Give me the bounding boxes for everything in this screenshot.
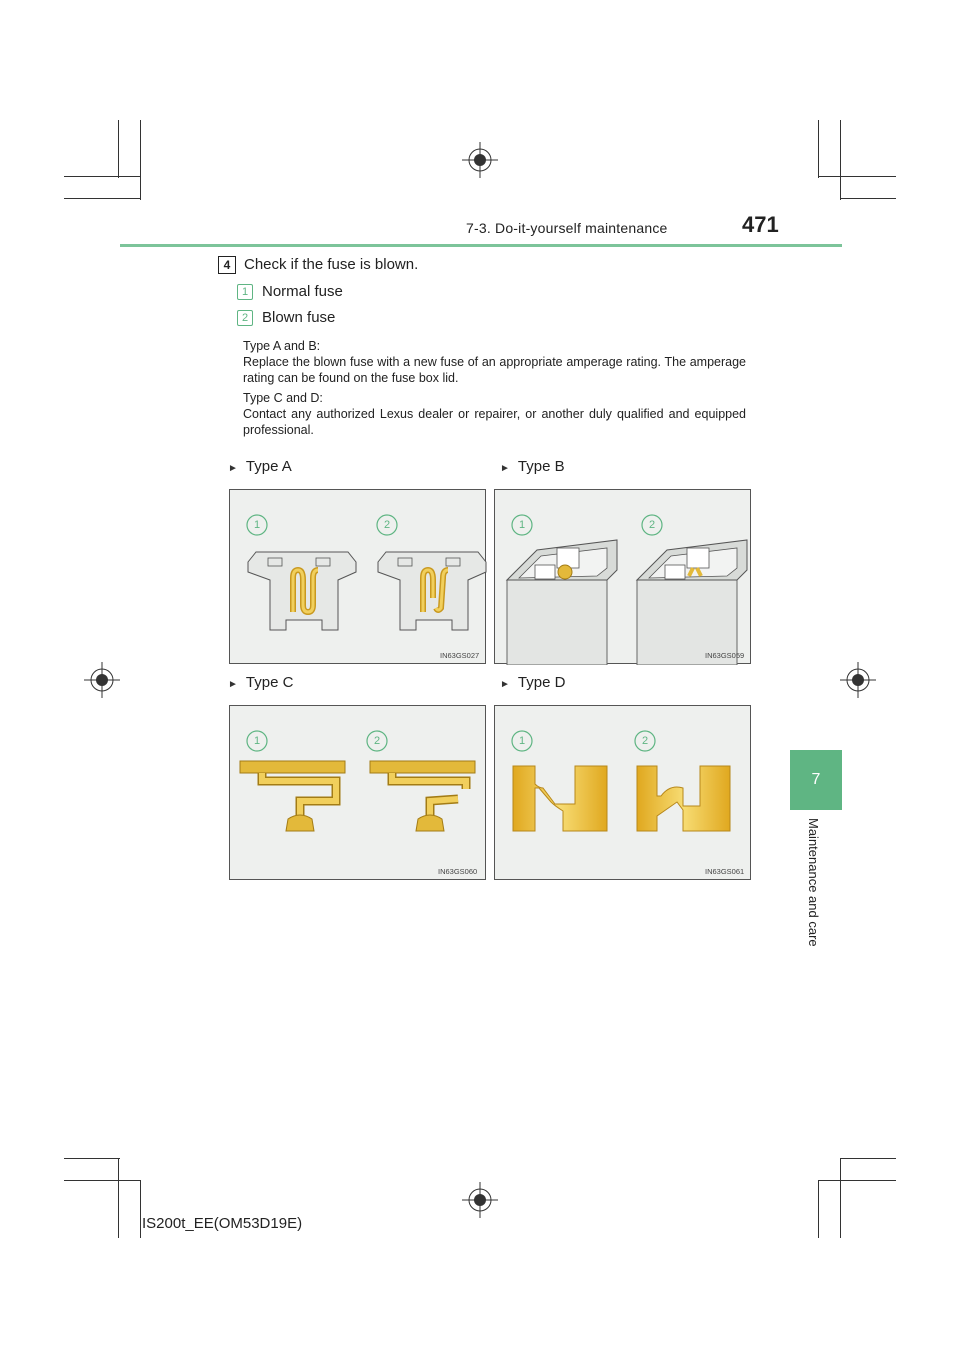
chapter-title-vertical xyxy=(795,818,835,968)
crop-mark xyxy=(818,1180,819,1238)
note-cd-text: Contact any authorized Lexus dealer or repairer, or another duly qualified and equipped professional. xyxy=(243,407,746,437)
step-number: 4 xyxy=(218,256,236,274)
fuse-type-c-illustration xyxy=(230,706,487,881)
document-code: IS200t_EE(OM53D19E) xyxy=(142,1215,303,1232)
figure-type-b xyxy=(494,489,751,664)
crop-mark xyxy=(64,198,140,199)
figure-number-1: 1 xyxy=(518,519,526,531)
section-title: 7-3. Do-it-yourself maintenance xyxy=(466,220,668,236)
triangle-icon: ► xyxy=(500,463,510,474)
type-d-label: ► Type D xyxy=(500,674,566,691)
crop-mark xyxy=(140,120,141,200)
item-label-normal-fuse: Normal fuse xyxy=(262,283,343,300)
crop-mark xyxy=(64,1180,140,1181)
fuse-type-d-illustration xyxy=(495,706,752,881)
note-ab xyxy=(243,338,746,386)
fuse-type-a-illustration xyxy=(230,490,487,665)
registration-mark xyxy=(462,1182,498,1218)
registration-mark xyxy=(840,662,876,698)
header-divider xyxy=(120,244,842,247)
figure-number-1: 1 xyxy=(518,735,526,747)
registration-mark xyxy=(84,662,120,698)
triangle-icon: ► xyxy=(228,679,238,690)
crop-mark xyxy=(118,120,119,178)
chapter-number: 7 xyxy=(811,771,821,788)
crop-mark xyxy=(818,120,819,178)
item-number-1: 1 xyxy=(237,284,253,300)
crop-mark xyxy=(818,176,896,177)
triangle-icon: ► xyxy=(228,463,238,474)
triangle-icon: ► xyxy=(500,679,510,690)
figure-number-1: 1 xyxy=(253,519,261,531)
figure-number-2: 2 xyxy=(641,735,649,747)
crop-mark xyxy=(118,1158,119,1238)
figure-number-2: 2 xyxy=(383,519,391,531)
figure-code: IN63GS027 xyxy=(440,651,480,660)
fuse-type-b-illustration xyxy=(495,490,752,665)
type-c-label: ► Type C xyxy=(228,674,294,691)
crop-mark xyxy=(64,176,140,177)
figure-code: IN63GS061 xyxy=(705,867,745,876)
type-a-label: ► Type A xyxy=(228,458,292,475)
note-cd-title: Type C and D: xyxy=(243,391,323,405)
figure-number-2: 2 xyxy=(648,519,656,531)
item-number-2: 2 xyxy=(237,310,253,326)
crop-mark xyxy=(840,198,896,199)
crop-mark xyxy=(840,120,841,200)
crop-mark xyxy=(818,1180,896,1181)
crop-mark xyxy=(840,1158,896,1159)
crop-mark xyxy=(840,1158,841,1238)
figure-type-d xyxy=(494,705,751,880)
page-number: 471 xyxy=(742,212,779,237)
step-text: Check if the fuse is blown. xyxy=(244,256,419,273)
note-ab-title: Type A and B: xyxy=(243,339,321,353)
figure-type-a xyxy=(229,489,486,664)
item-label-blown-fuse: Blown fuse xyxy=(262,309,336,326)
crop-mark xyxy=(140,1180,141,1238)
crop-mark xyxy=(64,1158,120,1159)
figure-number-2: 2 xyxy=(373,735,381,747)
type-b-label: ► Type B xyxy=(500,458,565,475)
chapter-title: Maintenance and care xyxy=(806,818,821,947)
figure-code: IN63GS059 xyxy=(705,651,745,660)
note-ab-text: Replace the blown fuse with a new fuse of an appropriate amperage rating. The amperage rating can be found on the fuse box lid. xyxy=(243,355,746,385)
figure-number-1: 1 xyxy=(253,735,261,747)
figure-type-c xyxy=(229,705,486,880)
figure-code: IN63GS060 xyxy=(438,867,478,876)
note-cd xyxy=(243,390,746,438)
registration-mark xyxy=(462,142,498,178)
chapter-tab xyxy=(790,750,842,810)
